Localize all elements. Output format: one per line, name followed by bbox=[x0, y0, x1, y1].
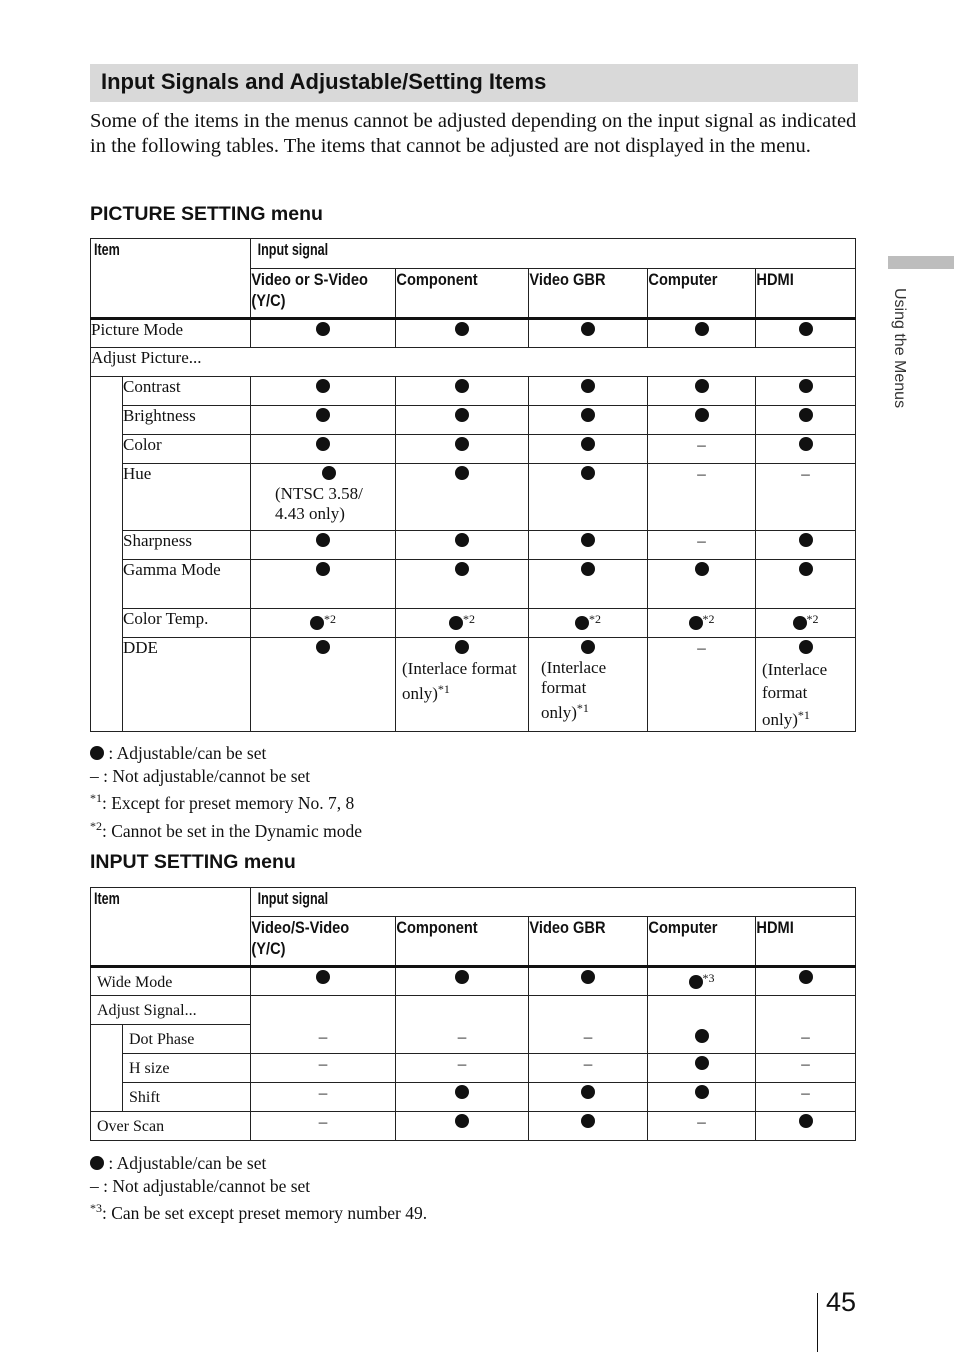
dot-mark bbox=[799, 970, 813, 984]
dash-mark: – bbox=[529, 1054, 648, 1083]
dash-mark: – bbox=[648, 531, 756, 560]
side-tab-label: Using the Menus bbox=[891, 288, 908, 409]
page-number-rule bbox=[817, 1293, 818, 1352]
table-row bbox=[91, 609, 856, 638]
dot-mark bbox=[90, 1156, 104, 1170]
table-row bbox=[91, 967, 856, 996]
table-row bbox=[91, 348, 856, 377]
dash-mark: – bbox=[396, 1054, 529, 1083]
footnote-2: : Cannot be set in the Dynamic mode bbox=[102, 820, 363, 841]
table-row bbox=[91, 996, 856, 1025]
side-tab-marker bbox=[888, 256, 954, 269]
dot-mark bbox=[695, 379, 709, 393]
dot-mark bbox=[310, 616, 324, 630]
dash-mark: – bbox=[756, 1054, 856, 1083]
item-header: Item bbox=[91, 888, 229, 967]
picture-menu-heading: PICTURE SETTING menu bbox=[90, 203, 323, 225]
row-label: H size bbox=[123, 1054, 251, 1083]
dot-mark bbox=[455, 970, 469, 984]
table-row bbox=[91, 464, 856, 531]
row-label: Shift bbox=[123, 1083, 251, 1112]
dot-mark bbox=[581, 1114, 595, 1128]
legend-not-adjustable: – : Not adjustable/cannot be set bbox=[90, 1175, 311, 1196]
row-label: Over Scan bbox=[91, 1112, 251, 1141]
table-row bbox=[91, 377, 856, 406]
table-row bbox=[91, 1054, 856, 1083]
dot-mark bbox=[316, 533, 330, 547]
dot-mark bbox=[581, 970, 595, 984]
footnote-mark: *2 bbox=[589, 612, 601, 626]
row-label: Color Temp. bbox=[123, 609, 251, 638]
interlace-note: (Interlace format only) bbox=[402, 659, 517, 703]
table-row bbox=[91, 406, 856, 435]
dash-mark: – bbox=[648, 1112, 756, 1141]
dash-mark: – bbox=[251, 1083, 396, 1112]
dash-mark: – bbox=[756, 996, 856, 1054]
dot-mark bbox=[689, 975, 703, 989]
row-label: Brightness bbox=[123, 406, 251, 435]
col-component: Component bbox=[396, 917, 510, 967]
dot-mark bbox=[799, 1114, 813, 1128]
dot-mark bbox=[581, 466, 595, 480]
footnote-mark: *1 bbox=[437, 682, 450, 696]
dot-mark bbox=[581, 437, 595, 451]
footnote-mark: *1 bbox=[797, 708, 810, 722]
dot-mark bbox=[799, 533, 813, 547]
col-component: Component bbox=[396, 269, 510, 319]
dot-mark bbox=[455, 379, 469, 393]
footnote-1: : Except for preset memory No. 7, 8 bbox=[102, 793, 355, 813]
dash-mark: – bbox=[756, 464, 856, 531]
col-computer: Computer bbox=[648, 917, 741, 967]
footnote-mark: *2 bbox=[463, 612, 475, 626]
col-video: Video or S-Video (Y/C) bbox=[251, 269, 376, 319]
row-label: Wide Mode bbox=[91, 967, 251, 996]
dot-mark bbox=[455, 533, 469, 547]
footnote-mark: *2 bbox=[702, 612, 715, 626]
dot-mark bbox=[316, 970, 330, 984]
table-row bbox=[91, 1083, 856, 1112]
dot-mark bbox=[695, 562, 709, 576]
table-row bbox=[91, 435, 856, 464]
col-video-gbr: Video GBR bbox=[529, 917, 631, 967]
dot-mark bbox=[90, 746, 104, 760]
picture-legend bbox=[90, 742, 362, 842]
intro-paragraph: Some of the items in the menus cannot be adjusted depending on the input signal as indicated in the following tables. The items that cannot be adjusted are not displayed in the menu. bbox=[90, 110, 857, 157]
dot-mark bbox=[793, 616, 807, 630]
dot-mark bbox=[455, 1114, 469, 1128]
input-signal-header: Input signal bbox=[251, 239, 771, 269]
table-row bbox=[91, 560, 856, 609]
row-label: Gamma Mode bbox=[123, 560, 251, 609]
input-setting-table bbox=[90, 887, 856, 1141]
col-video: Video/S-Video (Y/C) bbox=[251, 917, 376, 967]
footnote-mark: *1 bbox=[576, 701, 589, 715]
dot-mark bbox=[322, 466, 336, 480]
dash-mark: – bbox=[529, 996, 648, 1054]
item-header: Item bbox=[91, 239, 229, 319]
input-menu-heading: INPUT SETTING menu bbox=[90, 851, 296, 873]
dot-mark bbox=[581, 1085, 595, 1099]
row-label: DDE bbox=[123, 638, 251, 732]
dash-mark: – bbox=[648, 638, 756, 732]
dot-mark bbox=[695, 1056, 709, 1070]
hue-note: (NTSC 3.58/ 4.43 only) bbox=[275, 484, 363, 523]
dash-mark: – bbox=[396, 996, 529, 1054]
dash-mark: – bbox=[756, 1083, 856, 1112]
col-video-gbr: Video GBR bbox=[529, 269, 631, 319]
dot-mark bbox=[581, 533, 595, 547]
dot-mark bbox=[581, 322, 595, 336]
col-hdmi: HDMI bbox=[756, 269, 842, 319]
dot-mark bbox=[689, 616, 703, 630]
dot-mark bbox=[581, 379, 595, 393]
row-label: Adjust Signal... bbox=[91, 996, 251, 1025]
row-label: Dot Phase bbox=[123, 1025, 251, 1054]
table-row bbox=[91, 638, 856, 732]
dot-mark bbox=[455, 322, 469, 336]
dash-mark: – bbox=[648, 435, 756, 464]
row-label: Contrast bbox=[123, 377, 251, 406]
page-number: 45 bbox=[826, 1287, 857, 1317]
dash-mark: – bbox=[251, 1112, 396, 1141]
footnote-mark: *1 bbox=[90, 791, 102, 805]
dot-mark bbox=[695, 408, 709, 422]
dot-mark bbox=[581, 640, 595, 654]
row-label: Picture Mode bbox=[91, 319, 251, 348]
dot-mark bbox=[316, 562, 330, 576]
dot-mark bbox=[799, 437, 813, 451]
dot-mark bbox=[695, 1085, 709, 1099]
table-row bbox=[91, 319, 856, 348]
dot-mark bbox=[455, 437, 469, 451]
footnote-3: : Can be set except preset memory number 49. bbox=[102, 1203, 428, 1223]
dot-mark bbox=[316, 437, 330, 451]
footnote-mark: *2 bbox=[324, 612, 336, 626]
picture-setting-table bbox=[90, 238, 856, 732]
dot-mark bbox=[455, 640, 469, 654]
footnote-mark: *3 bbox=[90, 1201, 102, 1215]
footnote-mark: *2 bbox=[806, 612, 819, 626]
footnote-mark: *3 bbox=[702, 971, 715, 985]
legend-not-adjustable: – : Not adjustable/cannot be set bbox=[90, 765, 311, 786]
dot-mark bbox=[695, 1029, 709, 1043]
dash-mark: – bbox=[251, 996, 396, 1054]
table-row bbox=[91, 1112, 856, 1141]
dot-mark bbox=[799, 322, 813, 336]
interlace-note: (Interlace format only) bbox=[541, 658, 607, 722]
input-legend bbox=[90, 1152, 427, 1225]
interlace-note: (Interlace format only) bbox=[762, 660, 828, 729]
dot-mark bbox=[455, 408, 469, 422]
dot-mark bbox=[799, 379, 813, 393]
dot-mark bbox=[695, 322, 709, 336]
dot-mark bbox=[575, 616, 589, 630]
row-label: Sharpness bbox=[123, 531, 251, 560]
dot-mark bbox=[799, 562, 813, 576]
col-computer: Computer bbox=[648, 269, 741, 319]
dot-mark bbox=[455, 1085, 469, 1099]
section-title: Input Signals and Adjustable/Setting Items bbox=[101, 69, 547, 94]
dot-mark bbox=[316, 408, 330, 422]
row-label: Adjust Picture... bbox=[91, 348, 856, 377]
dot-mark bbox=[455, 466, 469, 480]
dot-mark bbox=[581, 562, 595, 576]
row-label: Color bbox=[123, 435, 251, 464]
dot-mark bbox=[316, 640, 330, 654]
dash-mark: – bbox=[251, 1054, 396, 1083]
dot-mark bbox=[455, 562, 469, 576]
dot-mark bbox=[799, 408, 813, 422]
dot-mark bbox=[316, 322, 330, 336]
dot-mark bbox=[799, 640, 813, 654]
row-label: Hue bbox=[123, 464, 251, 531]
legend-adjustable: : Adjustable/can be set bbox=[108, 1153, 267, 1173]
input-signal-header: Input signal bbox=[251, 888, 771, 917]
footnote-mark: *2 bbox=[90, 818, 102, 833]
dot-mark bbox=[449, 616, 463, 630]
dash-mark: – bbox=[648, 464, 756, 531]
col-hdmi: HDMI bbox=[756, 917, 842, 967]
dot-mark bbox=[316, 379, 330, 393]
table-row bbox=[91, 531, 856, 560]
legend-adjustable: : Adjustable/can be set bbox=[108, 743, 267, 763]
dot-mark bbox=[581, 408, 595, 422]
